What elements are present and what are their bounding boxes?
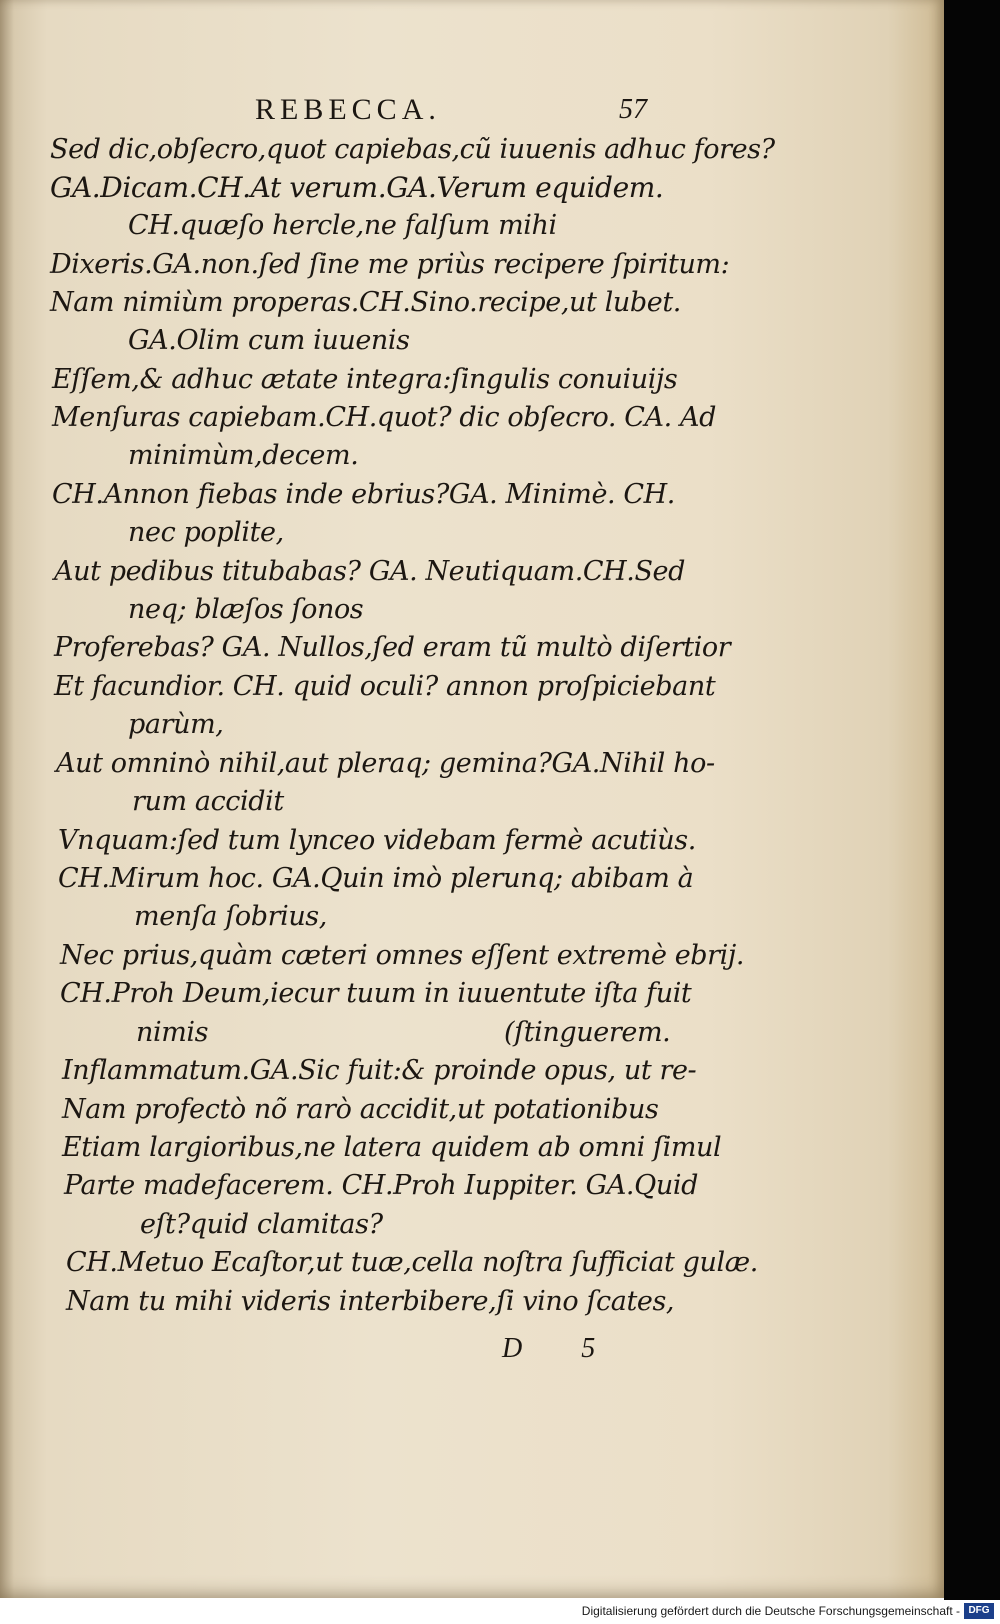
text-line: Menſuras capiebam.CH.quot? dic obſecro. CA. Ad (52, 402, 716, 433)
text-line: GA.Dicam.CH.At verum.GA.Verum equidem. (50, 171, 664, 204)
text-line: Aut omninò nihil,aut pleraq; gemina?GA.Nihil ho- (56, 748, 715, 779)
text-line: Vnquam:ſed tum lynceo videbam fermè acutiùs. (58, 825, 696, 856)
text-line: CH.Mirum hoc. GA.Quin imò plerunq; abibam à (58, 863, 694, 894)
text-line: Inflammatum.GA.Sic fuit:& proinde opus, ut re- (62, 1055, 697, 1086)
page-number: 57 (619, 94, 647, 125)
text-line: nimis (136, 1017, 209, 1048)
text-line: neq; blæſos ſonos (128, 594, 364, 625)
text-line: parùm, (128, 709, 224, 740)
text-line: GA.Olim cum iuuenis (128, 325, 410, 356)
dfg-logo: DFG (964, 1603, 994, 1619)
text-line: CH.Annon fiebas inde ebrius?GA. Minimè. CH. (52, 479, 675, 510)
text-line: Nec prius,quàm cæteri omnes eſſent extremè ebrij. (60, 940, 745, 971)
digitization-footer (0, 1600, 1000, 1624)
text-line: Proferebas? GA. Nullos,ſed eram tũ multò diſertior (54, 632, 731, 663)
text-line: Sed dic,obſecro,quot capiebas,cũ iuuenis adhuc fores? (50, 134, 775, 165)
text-line: Etiam largioribus,ne latera quidem ab omni ſimul (62, 1132, 722, 1163)
text-line: CH.Proh Deum,iecur tuum in iuuentute iſta fuit (60, 978, 692, 1009)
text-line: Dixeris.GA.non.ſed ſine me priùs recipere ſpiritum: (50, 249, 730, 280)
text-line: eſt?quid clamitas? (140, 1209, 383, 1240)
text-line: (ſtinguerem. (504, 1017, 671, 1048)
text-line: nec poplite, (128, 517, 284, 548)
footer-credit: Digitalisierung gefördert durch die Deutsche Forschungsgemeinschaft - (581, 1604, 960, 1618)
text-line: Parte madefacerem. CH.Proh Iuppiter. GA.Quid (64, 1170, 698, 1201)
text-line: Aut pedibus titubabas? GA. Neutiquam.CH.Sed (54, 556, 686, 587)
signature-mark: D 5 (502, 1333, 622, 1364)
text-line: menſa ſobrius, (134, 901, 327, 932)
text-line: Eſſem,& adhuc ætate integra:ſingulis conuiuijs (52, 364, 678, 395)
text-line: Et facundior. CH. quid oculi? annon proſpiciebant (54, 671, 716, 702)
text-line: minimùm,decem. (128, 440, 359, 471)
text-line: rum accidit (132, 786, 284, 817)
text-line: Nam tu mihi videris interbibere,ſi vino ſcates, (66, 1286, 675, 1317)
text-line: Nam nimiùm properas.CH.Sino.recipe,ut lubet. (50, 287, 681, 318)
text-line: CH.quæſo hercle,ne falſum mihi (128, 210, 557, 241)
text-line: Nam profectò nõ rarò accidit,ut potationibus (62, 1094, 659, 1125)
text-line: CH.Metuo Ecaſtor,ut tuæ,cella noſtra ſufficiat gulæ. (66, 1247, 758, 1278)
dark-background-edge (944, 0, 1000, 1600)
running-head: REBECCA. (255, 93, 441, 126)
